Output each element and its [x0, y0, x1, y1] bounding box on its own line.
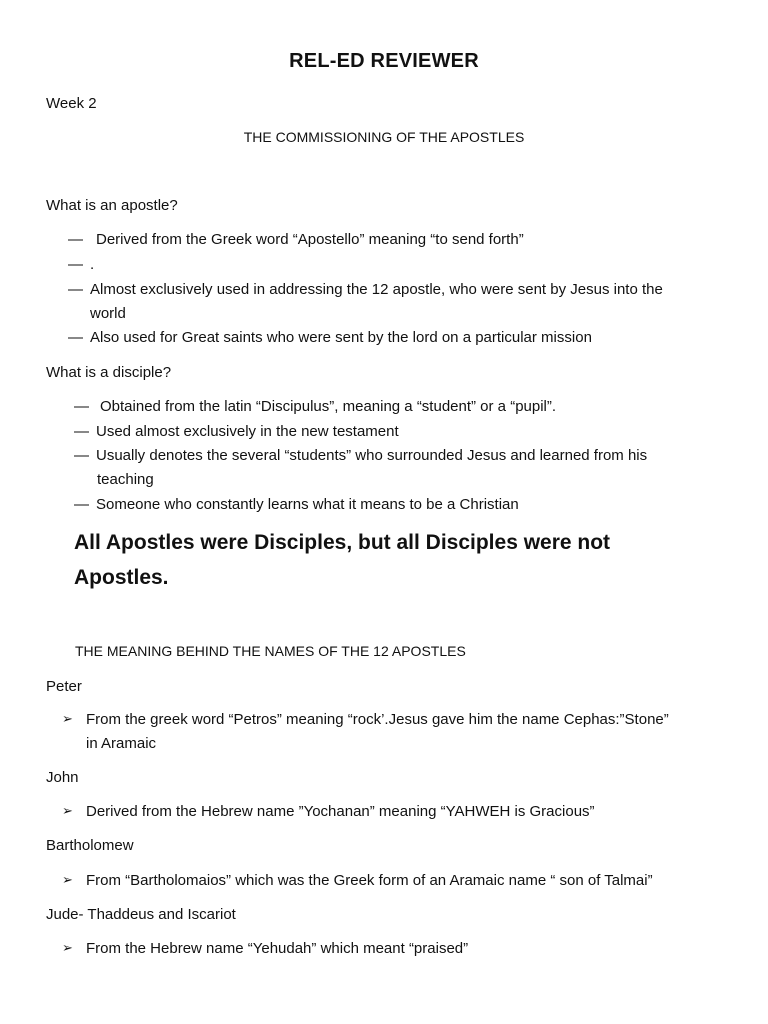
- apostle-name-john: John: [46, 769, 79, 786]
- dash-bullet-icon: —: [74, 423, 89, 440]
- section-heading-commissioning: THE COMMISSIONING OF THE APOSTLES: [243, 129, 525, 145]
- peter-meaning: ➢ From the greek word “Petros” meaning “rock’.Jesus gave him the name Cephas:”Stone”: [62, 711, 669, 728]
- dash-bullet-icon: —: [74, 447, 89, 464]
- dash-bullet-icon: —: [68, 329, 83, 346]
- section-heading-names: THE MEANING BEHIND THE NAMES OF THE 12 APOSTLES: [75, 643, 466, 659]
- bartholomew-meaning: ➢ From “Bartholomaios” which was the Greek form of an Aramaic name “ son of Talmai”: [62, 872, 653, 889]
- arrow-bullet-icon: ➢: [62, 803, 73, 818]
- disciple-item-1: — Obtained from the latin “Discipulus”, meaning a “student” or a “pupil”.: [74, 398, 557, 415]
- question-disciple: What is a disciple?: [46, 364, 172, 381]
- apostle-item-4: — Also used for Great saints who were sent by the lord on a particular mission: [68, 329, 592, 346]
- dash-bullet-icon: —: [74, 496, 89, 513]
- apostle-item-1: — Derived from the Greek word “Apostello” meaning “to send forth”: [68, 231, 524, 248]
- disciple-item-3: — Usually denotes the several “students” who surrounded Jesus and learned from his: [74, 447, 648, 464]
- apostle-name-jude: Jude- Thaddeus and Iscariot: [46, 906, 236, 923]
- apostle-item-3: — Almost exclusively used in addressing the 12 apostle, who were sent by Jesus into the: [68, 281, 663, 298]
- document-title: REL-ED REVIEWER: [289, 50, 479, 72]
- week-label: Week 2: [46, 95, 97, 112]
- question-apostle: What is an apostle?: [46, 197, 178, 214]
- key-statement-line-2: Apostles.: [74, 566, 169, 589]
- dash-bullet-icon: —: [68, 256, 83, 273]
- apostle-name-bartholomew: Bartholomew: [46, 837, 134, 854]
- peter-meaning-continuation: in Aramaic: [86, 735, 157, 752]
- apostle-name-peter: Peter: [46, 678, 82, 695]
- key-statement-line-1: All Apostles were Disciples, but all Disciples were not: [74, 531, 611, 554]
- dash-bullet-icon: —: [68, 281, 83, 298]
- dash-bullet-icon: —: [74, 398, 89, 415]
- arrow-bullet-icon: ➢: [62, 711, 73, 726]
- dash-bullet-icon: —: [68, 231, 83, 248]
- jude-meaning: ➢ From the Hebrew name “Yehudah” which meant “praised”: [62, 940, 469, 957]
- arrow-bullet-icon: ➢: [62, 872, 73, 887]
- disciple-item-2: — Used almost exclusively in the new testament: [74, 423, 399, 440]
- apostle-item-2: — .: [68, 256, 95, 273]
- disciple-item-3-continuation: teaching: [97, 471, 154, 488]
- john-meaning: ➢ Derived from the Hebrew name ”Yochanan” meaning “YAHWEH is Gracious”: [62, 803, 595, 820]
- disciple-item-4: — Someone who constantly learns what it means to be a Christian: [74, 496, 519, 513]
- apostle-item-3-continuation: world: [90, 305, 126, 322]
- arrow-bullet-icon: ➢: [62, 940, 73, 955]
